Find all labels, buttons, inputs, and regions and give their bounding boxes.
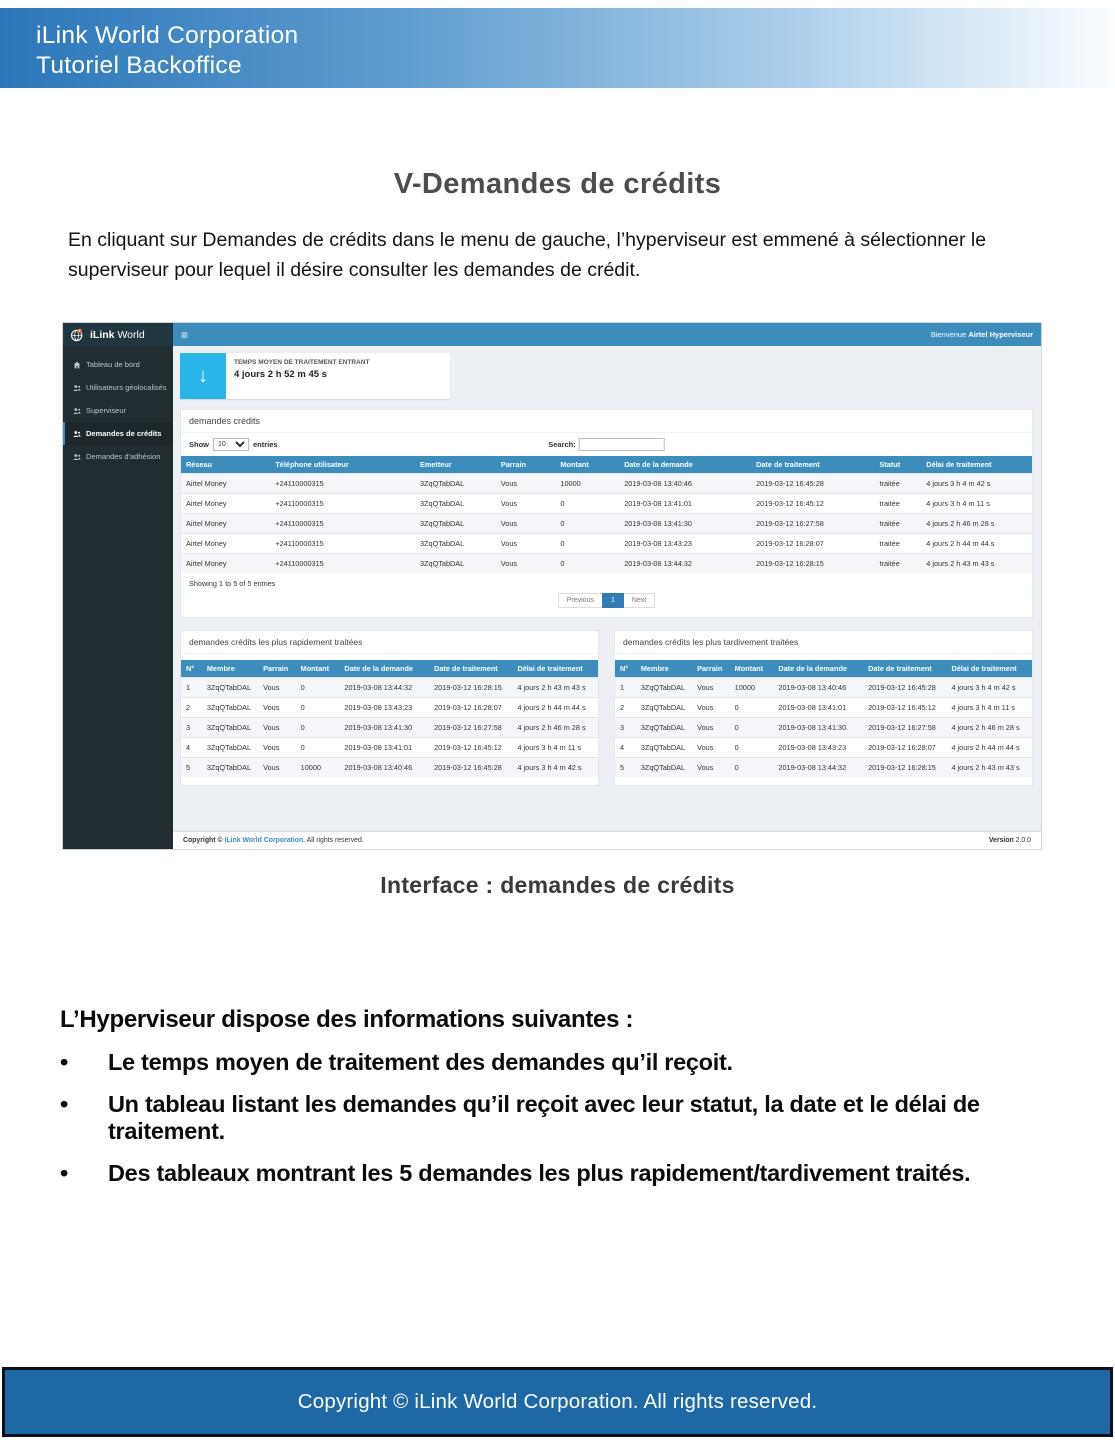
cell: 2019-03-12 16:45:12 [863, 698, 946, 718]
down-arrow-icon: ↓ [180, 353, 226, 399]
sidebar-item-label: Superviseur [86, 406, 127, 415]
cell: 0 [730, 738, 774, 758]
cell: 10000 [730, 678, 774, 698]
bottom-panels [180, 630, 1033, 786]
cell: 2019-03-12 16:27:58 [751, 514, 874, 534]
panel-title: demandes crédits [181, 410, 1032, 433]
cell: Vous [692, 758, 730, 778]
table-row [181, 474, 1032, 494]
demandes-credits-panel [180, 409, 1033, 618]
cell: Airtel Money [181, 494, 270, 514]
cell: 3ZqQTabDAL [202, 718, 258, 738]
cell: 3ZqQTabDAL [415, 534, 496, 554]
latest-processed-panel [614, 630, 1033, 786]
cell: 3ZqQTabDAL [202, 678, 258, 698]
app-footer [173, 831, 1041, 849]
column-header: Membre [636, 660, 692, 678]
bullet-item: • Un tableau listant les demandes qu’il reçoit avec leur statut, la date et le délai de traitement. [60, 1091, 1065, 1145]
cell: 5 [181, 758, 202, 778]
cell: 2019-03-12 16:45:28 [751, 474, 874, 494]
cell: 3ZqQTabDAL [415, 474, 496, 494]
search-label: Search: [548, 440, 576, 449]
table-row [181, 514, 1032, 534]
infobox-value: 4 jours 2 h 52 m 45 s [234, 369, 327, 380]
cell: traitée [875, 474, 922, 494]
cell: 4 jours 2 h 46 m 28 s [946, 718, 1032, 738]
cell: Vous [692, 698, 730, 718]
sidebar-item-label: Tableau de bord [86, 360, 140, 369]
cell: 4 jours 2 h 44 m 44 s [512, 698, 598, 718]
column-header: Parrain [258, 660, 296, 678]
welcome-text [931, 330, 1033, 339]
cell: 4 jours 3 h 4 m 11 s [512, 738, 598, 758]
page-1-button[interactable]: 1 [602, 593, 624, 608]
column-header: N° [615, 660, 636, 678]
cell: 0 [296, 698, 340, 718]
cell: 3ZqQTabDAL [636, 718, 692, 738]
cell: 2019-03-12 16:45:28 [863, 678, 946, 698]
brand-text [90, 329, 145, 341]
cell: +24110000315 [270, 534, 415, 554]
table-row [181, 758, 598, 778]
cell: 0 [555, 534, 619, 554]
copyright-label: Copyright © [183, 837, 223, 844]
cell: Airtel Money [181, 474, 270, 494]
cell: 2019-03-08 13:41:01 [339, 738, 429, 758]
sidebar-item-label: Utilisateurs géolocalisés [86, 383, 167, 392]
cell: Vous [258, 738, 296, 758]
bullet-list [60, 1049, 1065, 1187]
cell: 2019-03-12 16:28:15 [863, 758, 946, 778]
cell: Vous [496, 474, 556, 494]
cell: Vous [692, 718, 730, 738]
cell: 10000 [555, 474, 619, 494]
page-length-control [189, 438, 278, 451]
banner-company: iLink World Corporation [36, 22, 299, 49]
users-icon [73, 384, 81, 392]
cell: 10000 [296, 758, 340, 778]
column-header[interactable]: Réseau [181, 456, 270, 474]
intro-paragraph: En cliquant sur Demandes de crédits dans le menu de gauche, l’hyperviseur est emmené à sélectionner le superviseur pour lequel il désire consulter les demandes de crédit. [68, 229, 987, 281]
cell: 2019-03-08 13:41:30 [773, 718, 863, 738]
cell: +24110000315 [270, 554, 415, 574]
cell: 2019-03-08 13:41:30 [339, 718, 429, 738]
cell: 4 jours 2 h 43 m 43 s [921, 554, 1032, 574]
cell: Vous [258, 718, 296, 738]
table-row [615, 738, 1032, 758]
cell: +24110000315 [270, 514, 415, 534]
cell: Vous [496, 514, 556, 534]
topbar-main [173, 323, 1041, 346]
page-footer [2, 1367, 1113, 1437]
latest-processed-table [615, 660, 1032, 777]
cell: 5 [615, 758, 636, 778]
cell: Airtel Money [181, 554, 270, 574]
cell: traitée [875, 534, 922, 554]
table-row [181, 554, 1032, 574]
cell: 2 [615, 698, 636, 718]
cell: Vous [258, 678, 296, 698]
app-topbar [63, 323, 1041, 346]
cell: 4 jours 3 h 4 m 11 s [921, 494, 1032, 514]
sidebar-item-superviseur[interactable] [63, 399, 173, 422]
cell: 4 jours 3 h 4 m 11 s [946, 698, 1032, 718]
panel-title: demandes crédits les plus rapidement traitées [181, 631, 598, 654]
table-row [615, 718, 1032, 738]
sidebar-menu [63, 353, 173, 468]
cell: Vous [496, 554, 556, 574]
show-label: Show [189, 440, 209, 449]
cell: 2019-03-08 13:41:01 [773, 698, 863, 718]
cell: 4 jours 2 h 43 m 43 s [946, 758, 1032, 778]
cell: 2019-03-12 16:28:07 [863, 738, 946, 758]
entries-summary: Showing 1 to 5 of 5 entries [189, 579, 276, 588]
panel-title: demandes crédits les plus tardivement traitées [615, 631, 1032, 654]
cell: 2019-03-08 13:44:32 [339, 678, 429, 698]
cell: Airtel Money [181, 534, 270, 554]
pagination [189, 593, 1024, 608]
welcome-user: Airtel Hyperviseur [968, 330, 1033, 339]
cell: 2019-03-08 13:40:46 [773, 678, 863, 698]
cell: Vous [496, 534, 556, 554]
cell: 3ZqQTabDAL [202, 758, 258, 778]
column-header[interactable]: Montant [555, 456, 619, 474]
column-header[interactable]: Délai de traitement [921, 456, 1032, 474]
table-row [181, 738, 598, 758]
hamburger-icon[interactable]: ≡ [181, 327, 189, 342]
cell: Vous [258, 698, 296, 718]
table-row [615, 698, 1032, 718]
column-header: Membre [202, 660, 258, 678]
fastest-processed-table [181, 660, 598, 777]
cell: 3ZqQTabDAL [636, 678, 692, 698]
cell: 3ZqQTabDAL [202, 738, 258, 758]
backoffice-screenshot [62, 322, 1042, 850]
cell: 2019-03-08 13:44:32 [773, 758, 863, 778]
cell: +24110000315 [270, 494, 415, 514]
main-content [173, 346, 1041, 849]
column-header: Délai de traitement [512, 660, 598, 678]
cell: 2019-03-08 13:43:23 [773, 738, 863, 758]
cell: 3 [615, 718, 636, 738]
cell: 4 [615, 738, 636, 758]
column-header[interactable]: Emetteur [415, 456, 496, 474]
cell: Vous [258, 758, 296, 778]
cell: 4 jours 3 h 4 m 42 s [512, 758, 598, 778]
infobox-body [226, 353, 450, 399]
search-control [548, 438, 665, 451]
cell: 0 [555, 554, 619, 574]
cell: 3ZqQTabDAL [202, 698, 258, 718]
sidebar-item-utilisateurs-geolocalises[interactable] [63, 376, 173, 399]
cell: 4 jours 2 h 44 m 44 s [921, 534, 1032, 554]
app-brand [63, 323, 173, 346]
cell: 2019-03-08 13:43:23 [619, 534, 751, 554]
table-row [181, 494, 1032, 514]
cell: Vous [692, 738, 730, 758]
entries-label: entries [253, 440, 278, 449]
column-header: Délai de traitement [946, 660, 1032, 678]
cell: traitée [875, 554, 922, 574]
table-row [181, 678, 598, 698]
cell: 1 [615, 678, 636, 698]
fastest-processed-panel [180, 630, 599, 786]
table-row [615, 678, 1032, 698]
table-row [181, 718, 598, 738]
sidebar-item-label: Demandes de crédits [86, 429, 162, 438]
cell: +24110000315 [270, 474, 415, 494]
cell: 0 [296, 678, 340, 698]
cell: 0 [296, 718, 340, 738]
cell: 4 jours 2 h 46 m 28 s [512, 718, 598, 738]
cell: 2019-03-08 13:40:46 [619, 474, 751, 494]
infobox-label: TEMPS MOYEN DE TRAITEMENT ENTRANT [234, 359, 370, 366]
sidebar-item-label: Demandes d'adhésion [86, 452, 161, 461]
page-banner [0, 8, 1115, 88]
info-section [60, 1006, 1065, 1187]
app-body [63, 346, 1041, 849]
cell: 2019-03-08 13:41:30 [619, 514, 751, 534]
cell: 2019-03-12 16:28:07 [429, 698, 512, 718]
cell: 2019-03-12 16:28:15 [429, 678, 512, 698]
cell: 2019-03-12 16:45:12 [429, 738, 512, 758]
demandes-credits-table [181, 456, 1032, 573]
entries-select[interactable] [213, 438, 249, 451]
company-link[interactable]: iLink World Corporation. [224, 837, 306, 844]
bullet-item: • Des tableaux montrant les 5 demandes les plus rapidement/tardivement traités. [60, 1160, 1065, 1187]
cell: 3ZqQTabDAL [415, 554, 496, 574]
cell: 3 [181, 718, 202, 738]
cell: Vous [496, 494, 556, 514]
cell: 2019-03-12 16:27:58 [863, 718, 946, 738]
cell: 2019-03-08 13:43:23 [339, 698, 429, 718]
column-header: Montant [296, 660, 340, 678]
cell: 3ZqQTabDAL [636, 738, 692, 758]
rights-text: All rights reserved. [306, 837, 364, 844]
table-footer [181, 573, 1032, 617]
version-label: Version [988, 837, 1014, 844]
version-value: 2.0.0 [1015, 837, 1031, 844]
banner-subtitle: Tutoriel Backoffice [36, 52, 242, 79]
brand-regular: World [117, 328, 145, 341]
cell: 4 [181, 738, 202, 758]
column-header[interactable]: Statut [875, 456, 922, 474]
welcome-prefix: Bienvenue [930, 330, 967, 339]
next-page-button[interactable]: Next [623, 593, 655, 608]
cell: 2019-03-12 16:45:12 [751, 494, 874, 514]
column-header[interactable]: Date de la demande [619, 456, 751, 474]
cell: 4 jours 2 h 46 m 28 s [921, 514, 1032, 534]
cell: 2019-03-12 16:45:28 [429, 758, 512, 778]
cell: 2 [181, 698, 202, 718]
cell: 2019-03-12 16:27:58 [429, 718, 512, 738]
column-header: Date de la demande [339, 660, 429, 678]
table-controls [181, 433, 1032, 456]
page-title: V-Demandes de crédits [393, 168, 722, 200]
cell: 0 [730, 758, 774, 778]
cell: Vous [692, 678, 730, 698]
footer-text: Copyright © iLink World Corporation. All rights reserved. [297, 1390, 818, 1413]
avg-processing-infobox [180, 353, 450, 399]
cell: 3ZqQTabDAL [636, 758, 692, 778]
users-icon [73, 453, 81, 461]
users-icon [73, 407, 81, 415]
cell: 0 [730, 718, 774, 738]
cell: 2019-03-08 13:41:01 [619, 494, 751, 514]
globe-pin-logo-icon [70, 328, 85, 342]
info-heading: L’Hyperviseur dispose des informations suivantes : [60, 1006, 634, 1033]
column-header[interactable]: Parrain [496, 456, 556, 474]
column-header: Date de traitement [429, 660, 512, 678]
cell: 2019-03-08 13:44:32 [619, 554, 751, 574]
cell: 4 jours 3 h 4 m 42 s [921, 474, 1032, 494]
sidebar [63, 346, 173, 849]
cell: 3ZqQTabDAL [636, 698, 692, 718]
cell: Airtel Money [181, 514, 270, 534]
cell: 0 [730, 698, 774, 718]
cell: 3ZqQTabDAL [415, 514, 496, 534]
sidebar-item-demandes-d-adhesion[interactable] [63, 445, 173, 468]
cell: traitée [875, 514, 922, 534]
column-header: N° [181, 660, 202, 678]
brand-bold: iLink [90, 328, 115, 341]
bullet-item: • Le temps moyen de traitement des demandes qu’il reçoit. [60, 1049, 1065, 1076]
home-icon [73, 361, 81, 369]
cell: 1 [181, 678, 202, 698]
table-row [615, 758, 1032, 778]
column-header: Date de la demande [773, 660, 863, 678]
column-header: Date de traitement [863, 660, 946, 678]
figure-caption: Interface : demandes de crédits [380, 872, 735, 898]
previous-page-button[interactable]: Previous [558, 593, 603, 608]
table-row [181, 534, 1032, 554]
cell: 0 [555, 514, 619, 534]
cell: 0 [555, 494, 619, 514]
column-header: Parrain [692, 660, 730, 678]
cell: 4 jours 3 h 4 m 42 s [946, 678, 1032, 698]
sidebar-item-tableau-de-bord[interactable] [63, 353, 173, 376]
column-header: Montant [730, 660, 774, 678]
app-version [989, 837, 1031, 844]
app-copyright [183, 837, 364, 844]
cell: traitée [875, 494, 922, 514]
cell: 2019-03-08 13:40:46 [339, 758, 429, 778]
cell: 3ZqQTabDAL [415, 494, 496, 514]
column-header[interactable]: Date de traitement [751, 456, 874, 474]
column-header[interactable]: Téléphone utilisateur [270, 456, 415, 474]
search-input[interactable] [579, 438, 665, 451]
table-row [181, 698, 598, 718]
cell: 4 jours 2 h 44 m 44 s [946, 738, 1032, 758]
cell: 2019-03-12 16:28:07 [751, 534, 874, 554]
users-icon [73, 430, 81, 438]
cell: 2019-03-12 16:28:15 [751, 554, 874, 574]
cell: 4 jours 2 h 43 m 43 s [512, 678, 598, 698]
sidebar-item-demandes-de-credits[interactable] [63, 422, 173, 445]
cell: 0 [296, 738, 340, 758]
